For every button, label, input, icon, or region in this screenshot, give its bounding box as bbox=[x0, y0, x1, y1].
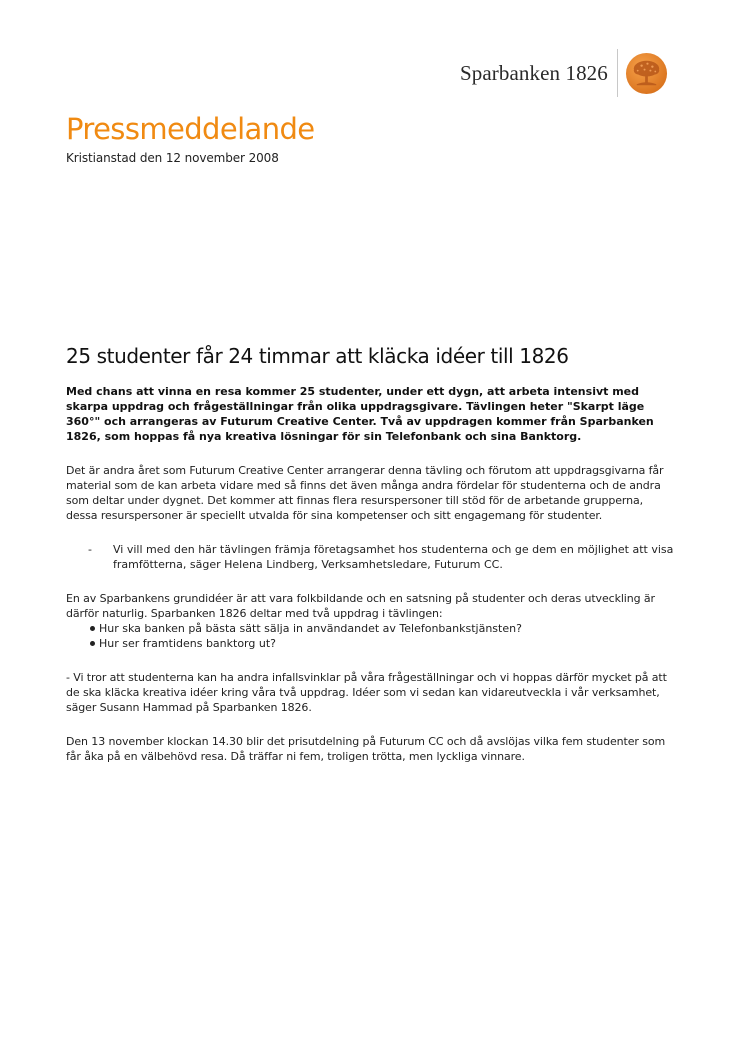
brand-name: Sparbanken 1826 bbox=[460, 60, 608, 85]
body-paragraph-4: Den 13 november klockan 14.30 blir det prisutdelning på Futurum CC och då avslöjas vilka fem studenter som får åka på en välbehövd resa. Då träffar ni fem, troligen trötta, men lyckliga vinnare. bbox=[66, 735, 666, 763]
oak-tree-emblem-icon bbox=[625, 52, 668, 95]
list-item: Hur ska banken på bästa sätt sälja in användandet av Telefonbankstjänsten? bbox=[66, 621, 676, 636]
quote-dash: - bbox=[88, 543, 92, 556]
lead-paragraph: Med chans att vinna en resa kommer 25 studenter, under ett dygn, att arbeta intensivt med skarpa uppdrag och frågeställningar från olika uppdragsgivare. Tävlingen heter "Skarpt läge 360°" och arrangeras av Futurum Creative Center. Två av uppdragen kommer från Sparbanken 1826, som hoppas få nya kreativa lösningar för sin Telefonbank och sina Banktorg. bbox=[66, 385, 654, 443]
quote-text: Vi vill med den här tävlingen främja företagsamhet hos studenterna och ge dem en möjlighet att visa framfötterna, säger Helena Lindberg, Verksamhetsledare, Futurum CC. bbox=[113, 543, 674, 571]
quote-block bbox=[66, 542, 676, 572]
body-paragraph-2: En av Sparbankens grundidéer är att vara folkbildande och en satsning på studenter och deras utveckling är därför naturlig. Sparbanken 1826 deltar med två uppdrag i tävlingen: bbox=[66, 592, 655, 620]
headline: 25 studenter får 24 timmar att kläcka idéer till 1826 bbox=[66, 344, 569, 368]
body-paragraph-3: - Vi tror att studenterna kan ha andra infallsvinklar på våra frågeställningar och vi hoppas därför mycket på att de ska kläcka kreativa idéer kring våra två uppdrag. Idéer som vi sedan kan vidareutveckla i vår verksamhet, säger Susann Hammad på Sparbanken 1826. bbox=[66, 671, 667, 714]
body-paragraph-1: Det är andra året som Futurum Creative Center arrangerar denna tävling och förutom att uppdragsgivarna får material som de kan arbeta vidare med så finns det även många andra fördelar för studenterna och de andra som deltar under dygnet. Det kommer att finnas flera resurspersoner till stöd för de arbetande grupperna, dessa resurspersoner är speciellt utvalda för sina kompetenser och sitt engagemang för studenter. bbox=[66, 464, 664, 522]
list-item: Hur ser framtidens banktorg ut? bbox=[66, 636, 676, 651]
logo-divider bbox=[617, 49, 618, 97]
brand-logo bbox=[460, 48, 675, 98]
dateline: Kristianstad den 12 november 2008 bbox=[66, 151, 279, 165]
document-title: Pressmeddelande bbox=[66, 112, 315, 146]
press-release-body bbox=[66, 344, 676, 783]
bullet-list bbox=[66, 621, 676, 651]
